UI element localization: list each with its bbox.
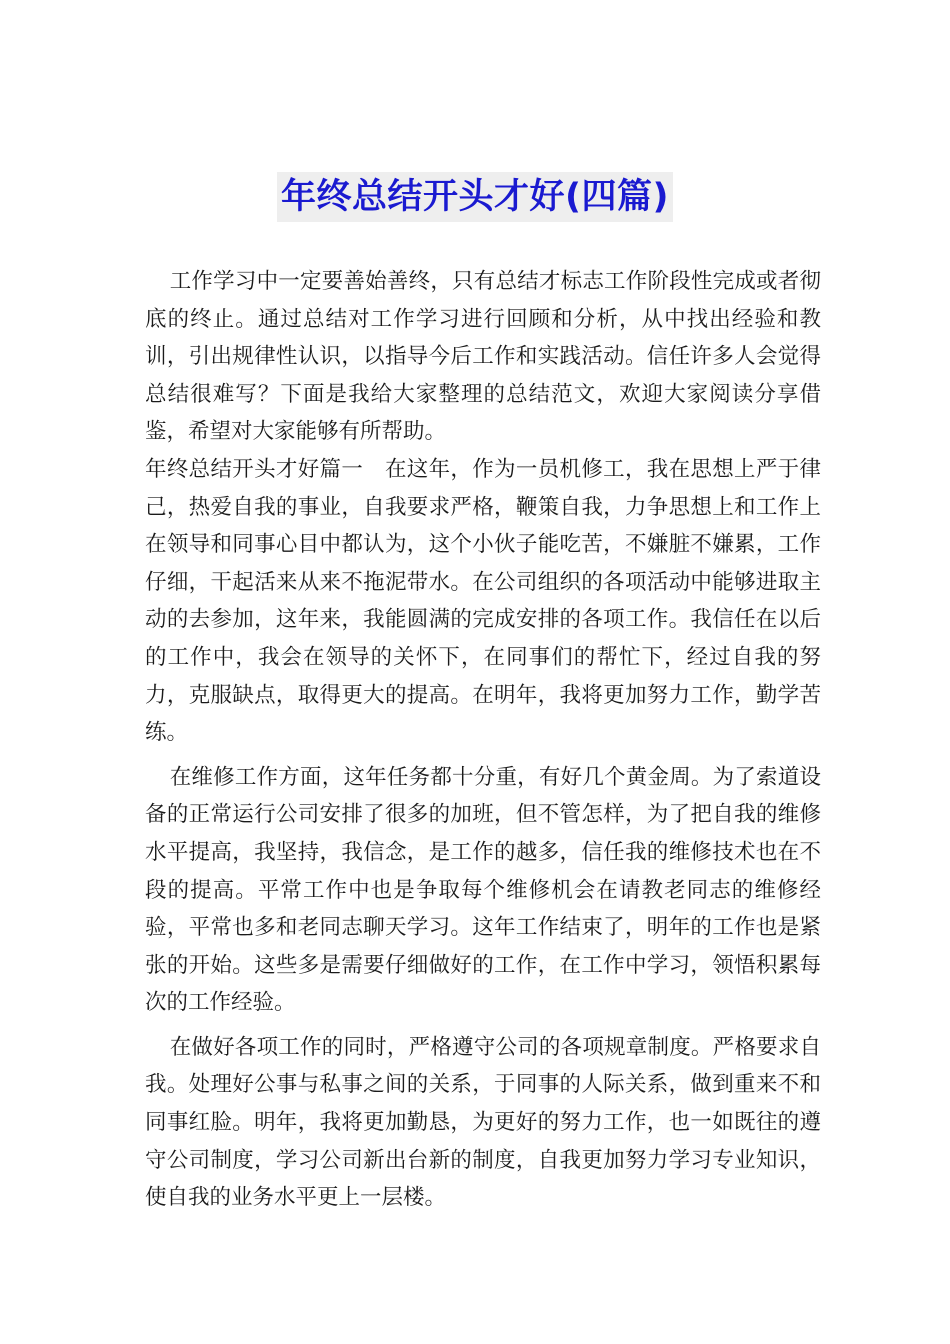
intro-paragraph: 工作学习中一定要善始善终，只有总结才标志工作阶段性完成或者彻底的终止。通过总结对工作学习进行回顾和分析，从中找出经验和教训，引出规律性认识，以指导今后工作和实践活动。信任许多人会觉得总结很难写？下面是我给大家整理的总结范文，欢迎大家阅读分享借鉴，希望对大家能够有所帮助。	[145, 269, 821, 445]
rules-paragraph: 在做好各项工作的同时，严格遵守公司的各项规章制度。严格要求自我。处理好公事与私事之间的关系，于同事的人际关系，做到重来不和同事红脸。明年，我将更加勤恳，为更好的努力工作，也一如既往的遵守公司制度，学习公司新出台新的制度，自我更加努力学习专业知识，使自我的业务水平更上一层楼。	[145, 1034, 821, 1211]
title-container	[0, 172, 950, 222]
document-title: 年终总结开头才好(四篇)	[277, 172, 673, 222]
document-body	[145, 263, 821, 1217]
maintenance-paragraph: 在维修工作方面，这年任务都十分重，有好几个黄金周。为了索道设备的正常运行公司安排了很多的加班，但不管怎样，为了把自我的维修水平提高，我坚持，我信念，是工作的越多，信任我的维修技术也在不段的提高。平常工作中也是争取每个维修机会在请教老同志的维修经验，平常也多和老同志聊天学习。这年工作结束了，明年的工作也是紧张的开始。这些多是需要仔细做好的工作，在工作中学习，领悟积累每次的工作经验。	[145, 764, 821, 1016]
section-one-paragraph: 年终总结开头才好篇一 在这年，作为一员机修工，我在思想上严于律己，热爱自我的事业，自我要求严格，鞭策自我，力争思想上和工作上在领导和同事心目中都认为，这个小伙子能吃苦，不嫌脏不嫌累，工作仔细，干起活来从来不拖泥带水。在公司组织的各项活动中能够进取主动的去参加，这年来，我能圆满的完成安排的各项工作。我信任在以后的工作中，我会在领导的关怀下，在同事们的帮忙下，经过自我的努力，克服缺点，取得更大的提高。在明年，我将更加努力工作，勤学苦练。	[145, 456, 821, 746]
